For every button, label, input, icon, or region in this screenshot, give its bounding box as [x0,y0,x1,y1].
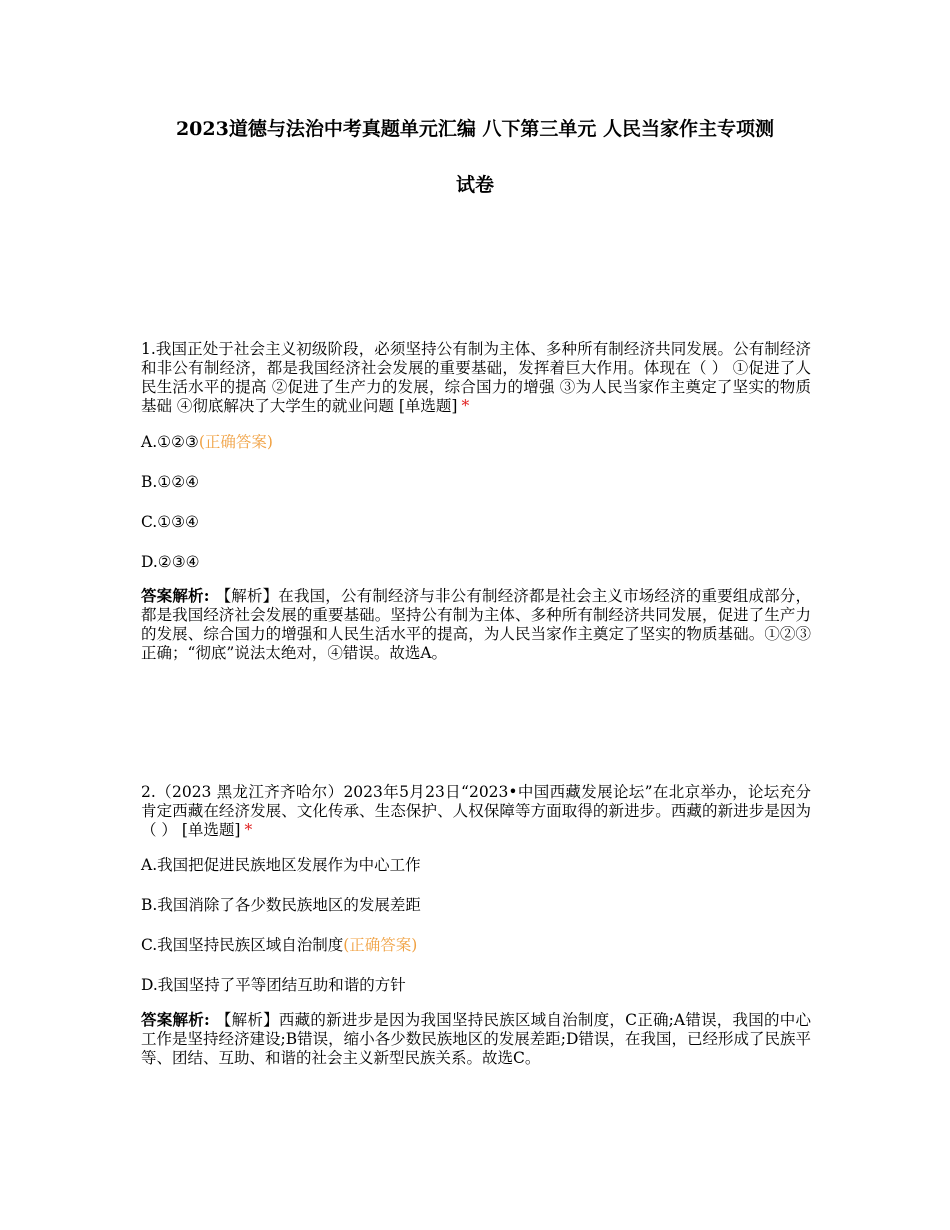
answer-analysis [141,1010,811,1068]
option-text: A.①②③ [141,433,199,451]
question-1 [141,340,811,663]
document-title-line-2: 试卷 [455,174,494,196]
question-type: [单选题] [181,821,241,839]
required-mark: * [244,821,253,839]
required-mark: * [461,397,470,415]
option-d[interactable] [141,553,811,572]
option-text: C.①③④ [141,513,199,531]
option-text: C.我国坚持民族区域自治制度 [141,936,344,954]
analysis-text: 【解析】西藏的新进步是因为我国坚持民族区域自治制度，C正确;A错误，我国的中心工作是坚持经济建设;B错误，缩小各少数民族地区的发展差距;D错误，在我国，已经形成了民族平等、团结、互助、和谐的社会主义新型民族关系。故选C。 [141,1011,811,1067]
option-text: A.我国把促进民族地区发展作为中心工作 [141,856,421,874]
option-text: D.我国坚持了平等团结互助和谐的方针 [141,976,406,994]
question-stem [141,783,811,840]
question-stem [141,340,811,416]
option-a[interactable] [141,433,811,452]
correct-answer-tag: (正确答案) [198,433,273,451]
option-c[interactable] [141,513,811,532]
option-b[interactable] [141,473,811,492]
option-text: D.②③④ [141,553,200,571]
option-a[interactable] [141,856,811,875]
analysis-label: 答案解析: [141,1010,210,1029]
option-c[interactable] [141,936,811,955]
document-title-line-1: 2023道德与法治中考真题单元汇编 八下第三单元 人民当家作主专项测 [175,118,775,140]
analysis-label: 答案解析: [141,586,210,605]
question-type: [单选题] [398,397,458,415]
analysis-text: 【解析】在我国，公有制经济与非公有制经济都是社会主义市场经济的重要组成部分，都是我国经济社会发展的重要基础。坚持公有制为主体、多种所有制经济共同发展，促进了生产力的发展、综合国力的增强和人民生活水平的提高，为人民当家作主奠定了坚实的物质基础。①②③正确；“彻底”说法太绝对，④错误。故选A。 [141,587,811,662]
option-text: B.①②④ [141,473,200,491]
option-d[interactable] [141,976,811,995]
question-2 [141,783,811,1068]
question-stem-text: 2.（2023 黑龙江齐齐哈尔）2023年5月23日“2023•中国西藏发展论坛”在北京举办，论坛充分肯定西藏在经济发展、文化传承、生态保护、人权保障等方面取得的新进步。西藏的新进步是因为（ ） [141,783,811,839]
correct-answer-tag: (正确答案) [343,936,418,954]
answer-analysis [141,586,811,663]
option-b[interactable] [141,896,811,915]
option-text: B.我国消除了各少数民族地区的发展差距 [141,896,421,914]
question-stem-text: 1.我国正处于社会主义初级阶段，必须坚持公有制为主体、多种所有制经济共同发展。公有制经济和非公有制经济，都是我国经济社会发展的重要基础，发挥着巨大作用。体现在（ ） ①促进了人民生活水平的提高 ②促进了生产力的发展，综合国力的增强 ③为人民当家作主奠定了坚实的物质基础 ④彻底解决了大学生的就业问题 [141,340,811,415]
